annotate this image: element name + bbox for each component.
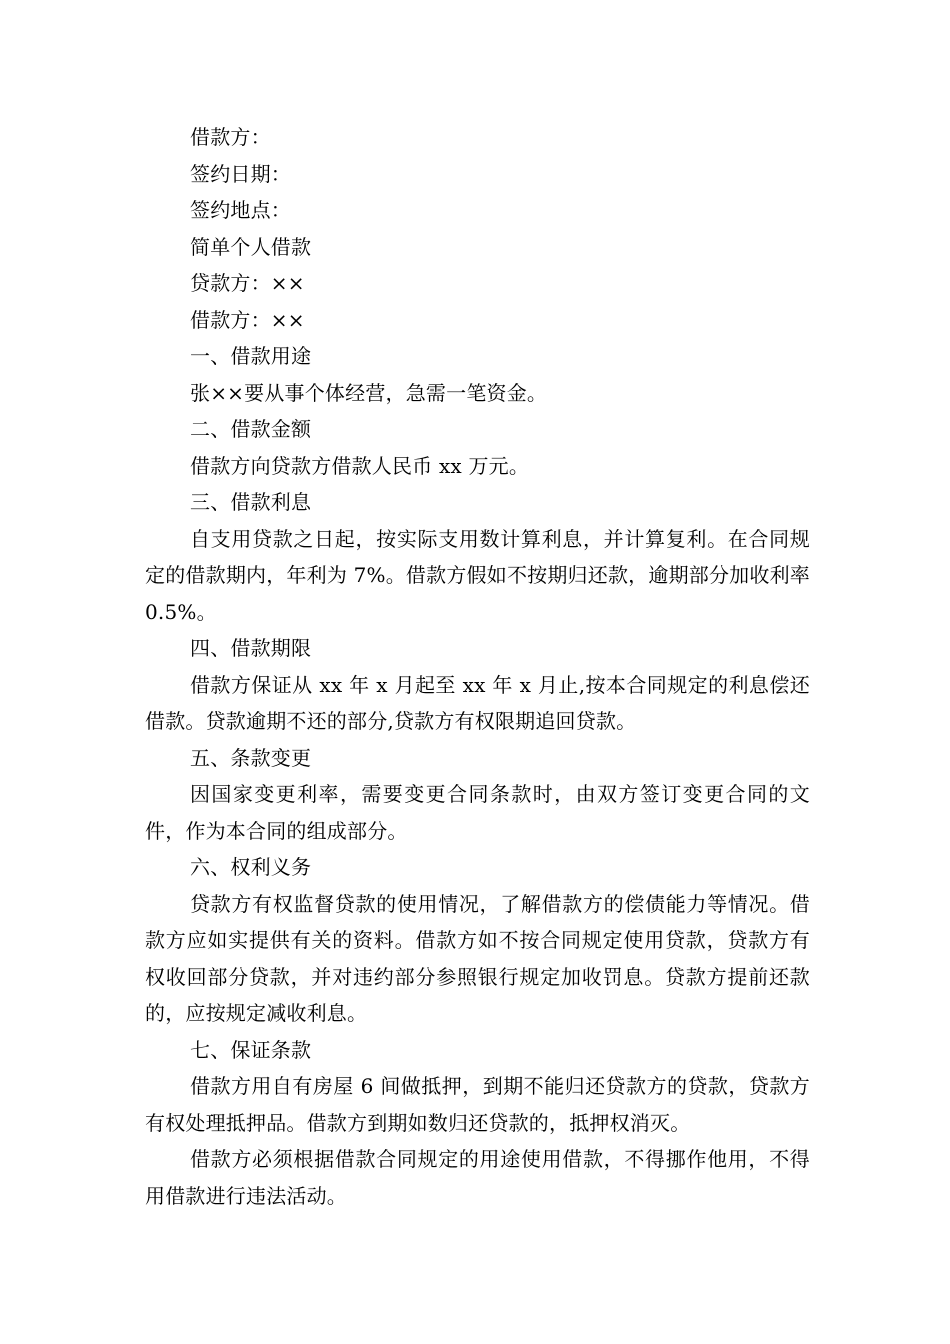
lender-line: 贷款方：×× — [190, 271, 305, 295]
signing-place-line: 签约地点： — [190, 198, 291, 222]
section-body-purpose: 张××要从事个体经营，急需一笔资金。 — [190, 380, 548, 405]
section-heading-changes: 五、条款变更 — [190, 745, 312, 770]
section-body-term: 借款方保证从 xx 年 x 月起至 xx 年 x 月止,按本合同规定的利息偿还借款。贷款逾期不还的部分,贷款方有权限期追回贷款。 — [145, 672, 810, 733]
section-body-amount: 借款方向贷款方借款人民币 xx 万元。 — [190, 453, 530, 478]
section-heading-interest: 三、借款利息 — [190, 490, 312, 514]
borrower-party-line: 借款方：×× — [190, 307, 305, 332]
section-heading-amount: 二、借款金额 — [190, 417, 312, 441]
section-body-guarantee: 借款方用自有房屋 6 间做抵押，到期不能归还贷款方的贷款，贷款方有权处理抵押品。借款方到期如数归还贷款的，抵押权消灭。 — [145, 1074, 810, 1135]
section-body-rights: 贷款方有权监督贷款的使用情况，了解借款方的偿债能力等情况。借款方应如实提供有关的资料。借款方如不按合同规定使用贷款，贷款方有权收回部分贷款，并对违约部分参照银行规定加收罚息。贷款方提前还款的，应按规定减收利息。 — [145, 891, 810, 1025]
section-body-usage: 借款方必须根据借款合同规定的用途使用借款，不得挪作他用，不得用借款进行违法活动。 — [145, 1147, 810, 1208]
signing-date-line: 签约日期： — [190, 161, 291, 186]
document-title: 简单个人借款 — [190, 234, 312, 259]
section-heading-rights: 六、权利义务 — [190, 855, 312, 879]
section-heading-guarantee: 七、保证条款 — [190, 1037, 312, 1062]
section-body-changes: 因国家变更利率，需要变更合同条款时，由双方签订变更合同的文件，作为本合同的组成部分。 — [145, 782, 810, 843]
section-heading-purpose: 一、借款用途 — [190, 344, 312, 368]
section-heading-term: 四、借款期限 — [190, 636, 312, 660]
borrower-line: 借款方： — [190, 125, 271, 149]
document-body — [145, 119, 810, 1214]
section-body-interest: 自支用贷款之日起，按实际支用数计算利息，并计算复利。在合同规定的借款期内，年利为 7%。借款方假如不按期归还款，逾期部分加收利率 0.5%。 — [145, 526, 810, 624]
